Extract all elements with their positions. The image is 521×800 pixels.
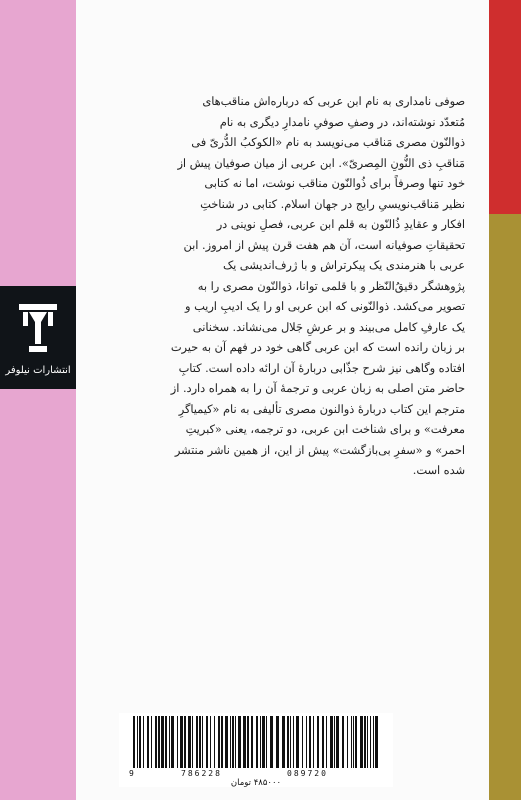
right-red-strip [489,0,521,214]
description-line: یک عارفِ کامل می‌بیند و بر عرشِ جَلال می‌نشاند. سخنانی [192,320,465,334]
description-line: مَناقبِ ذی النُّونِ المِصریّ». ابن عربی از میان صوفیان پیش از [177,156,465,170]
barcode-bars [133,716,379,768]
description-line: افکار و عقایدِ ذُالنّون به قلم ابن عربی، فصلِ نوینی در [216,218,465,231]
description-line: نظیر مَناقب‌نویسیِ رایج در جهان اسلام. کتابی در شناختِ [200,197,465,211]
description-line: مُتعدّد نوشته‌اند، در وصفِ صوفیِ نامدارِ دیگری به نام [219,115,465,129]
description-line: معرفت» و برای شناخت ابن عربی، دو ترجمه، یعنی «کبریتِ [185,423,465,436]
description-line: ذوالنّون مصری مَناقب می‌نویسد به نام «الکوکبُ الدُّریّ فی [191,136,465,149]
right-gold-strip [489,214,521,800]
back-cover-description [103,92,465,482]
isbn-barcode [119,713,393,787]
isbn-group-left: 786228 [181,769,222,778]
description-line: تحقیقاتِ صوفیانه است، آن هم هفت قرن پیش از امروز. ابن [183,238,465,252]
description-line: صوفی نامداری به نام ابن عربی که درباره‌اش مناقب‌های [202,95,465,108]
description-line: عربی با هنرمندی یک پیکرتراش و با ژرف‌اندیشی یک [222,259,465,272]
description-line: بر زبان رانده است که ابن عربی گاهی خود در فهم آن به حیرت [170,341,465,354]
description-line: احمر» و «سفرِ بی‌بازگشت» پیش از این، از همین ناشر منتشر [174,443,465,457]
publisher-name: انتشارات نیلوفر [5,365,71,376]
description-line: شده است. [412,464,465,477]
description-line: پژوهشگر دقیقُ‌النّظر و با قلمی توانا، ذوالنّون مصری را به [197,279,465,293]
description-line: تصویر می‌کشد. ذوالنّونی که ابن عربی او را یک ادیبِ اریب و [185,300,465,313]
isbn-prefix: 9 [129,769,134,778]
left-pink-strip [0,0,76,800]
publisher-logo [0,286,76,389]
ivory-tower-icon [15,300,61,360]
description-line: خود تنها وصرفاً برای ذُوالنّون مناقب نوشت، اما نه کتابی [204,177,465,190]
isbn-group-right: 089720 [287,769,328,778]
description-line: مترجم این کتاب دربارهٔ ذوالنون مصری تألیفی به نام «کیمیاگرِ [178,402,465,416]
price-label: ۴۸۵۰۰۰ تومان [230,778,282,788]
description-line: حاضر متن اصلی به زبان عربی و ترجمهٔ آن را به همراه دارد. از [170,382,465,395]
description-line: افتاده وگاهی نیز شرح جذّابی دربارهٔ آن ارائه داده است. کتابِ [178,361,465,375]
